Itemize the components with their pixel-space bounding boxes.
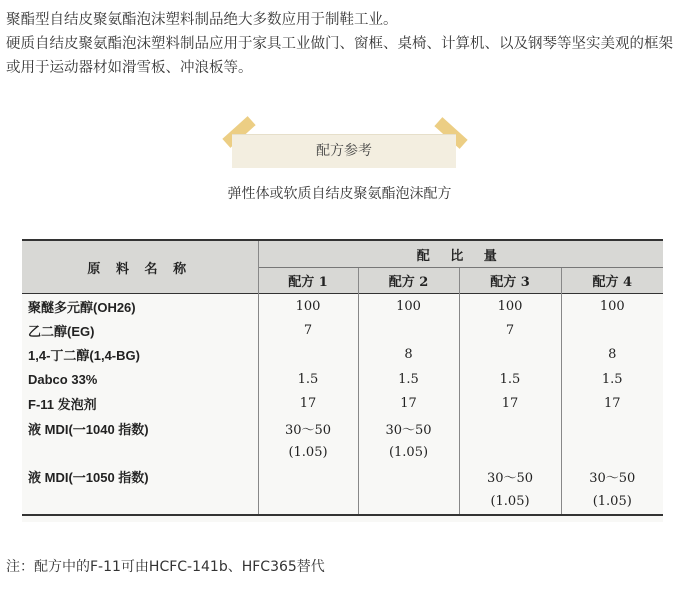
table-caption: 弹性体或软质自结皮聚氨酯泡沫配方 bbox=[227, 186, 452, 202]
table-row bbox=[22, 465, 663, 489]
formula-header: 配方 3 bbox=[459, 268, 561, 294]
intro-paragraph-1: 聚酯型自结皮聚氨酯泡沫塑料制品绝大多数应用于制鞋工业。 bbox=[6, 12, 398, 28]
cell-value: (1.05) bbox=[358, 440, 459, 464]
cell-value: 30～50 bbox=[358, 416, 459, 440]
formula-header: 配方 1 bbox=[258, 268, 358, 294]
row-material bbox=[22, 489, 258, 514]
material-header: 原 料 名 称 bbox=[87, 260, 193, 276]
cell-value bbox=[258, 343, 358, 367]
formula-header: 配方 2 bbox=[358, 268, 459, 294]
table-row bbox=[22, 294, 663, 318]
cell-value: 17 bbox=[459, 392, 561, 416]
ratio-header: 配 比 量 bbox=[258, 241, 663, 268]
cell-value: 7 bbox=[459, 318, 561, 342]
cell-value bbox=[258, 465, 358, 489]
cell-value: (1.05) bbox=[258, 440, 358, 464]
cell-value bbox=[358, 318, 459, 342]
cell-value: 1.5 bbox=[561, 367, 663, 391]
cell-value bbox=[459, 416, 561, 440]
cell-value: 30～50 bbox=[258, 416, 358, 440]
cell-value: 1.5 bbox=[358, 367, 459, 391]
table-row bbox=[22, 318, 663, 342]
cell-value: 17 bbox=[561, 392, 663, 416]
cell-value bbox=[561, 318, 663, 342]
recipe-table bbox=[22, 239, 663, 516]
cell-value: 1.5 bbox=[258, 367, 358, 391]
table-row bbox=[22, 367, 663, 391]
cell-value bbox=[258, 489, 358, 514]
table-row bbox=[22, 392, 663, 416]
table-row bbox=[22, 343, 663, 367]
cell-value bbox=[459, 343, 561, 367]
cell-value: 17 bbox=[358, 392, 459, 416]
table-row bbox=[22, 440, 663, 464]
cell-value bbox=[358, 465, 459, 489]
cell-value: 8 bbox=[358, 343, 459, 367]
row-material: 聚醚多元醇(OH26) bbox=[28, 299, 136, 315]
row-material: F-11 发泡剂 bbox=[28, 397, 97, 413]
cell-value: 100 bbox=[258, 294, 358, 318]
cell-value: 100 bbox=[561, 294, 663, 318]
row-material: 1,4-丁二醇(1,4-BG) bbox=[28, 348, 140, 364]
footnote: 注：配方中的F-11可由HCFC-141b、HFC365替代 bbox=[6, 559, 325, 575]
row-material: 液 MDI(一1050 指数) bbox=[28, 470, 149, 486]
table-row bbox=[22, 489, 663, 514]
row-material: 液 MDI(一1040 指数) bbox=[28, 421, 149, 437]
row-material bbox=[22, 440, 258, 464]
cell-value: 7 bbox=[258, 318, 358, 342]
cell-value: 8 bbox=[561, 343, 663, 367]
cell-value: 100 bbox=[358, 294, 459, 318]
row-material: Dabco 33% bbox=[28, 371, 98, 387]
table-row bbox=[22, 416, 663, 440]
intro-paragraph-2: 硬质自结皮聚氨酯泡沫塑料制品应用于家具工业做门、窗框、桌椅、计算机、以及钢琴等坚实美观的框架或用于运动器材如滑雪板、冲浪板等。 bbox=[6, 36, 673, 76]
cell-value: 100 bbox=[459, 294, 561, 318]
cell-value bbox=[358, 489, 459, 514]
formula-header: 配方 4 bbox=[561, 268, 663, 294]
intro-text bbox=[6, 8, 676, 80]
cell-value bbox=[459, 440, 561, 464]
cell-value: 30～50 bbox=[459, 465, 561, 489]
row-material: 乙二醇(EG) bbox=[28, 324, 95, 340]
cell-value: 30～50 bbox=[561, 465, 663, 489]
cell-value: 1.5 bbox=[459, 367, 561, 391]
cell-value: 17 bbox=[258, 392, 358, 416]
recipe-table-image bbox=[22, 239, 663, 522]
cell-value: (1.05) bbox=[561, 489, 663, 514]
cell-value bbox=[561, 440, 663, 464]
section-tag: 配方参考 bbox=[232, 134, 456, 168]
cell-value bbox=[561, 416, 663, 440]
cell-value: (1.05) bbox=[459, 489, 561, 514]
